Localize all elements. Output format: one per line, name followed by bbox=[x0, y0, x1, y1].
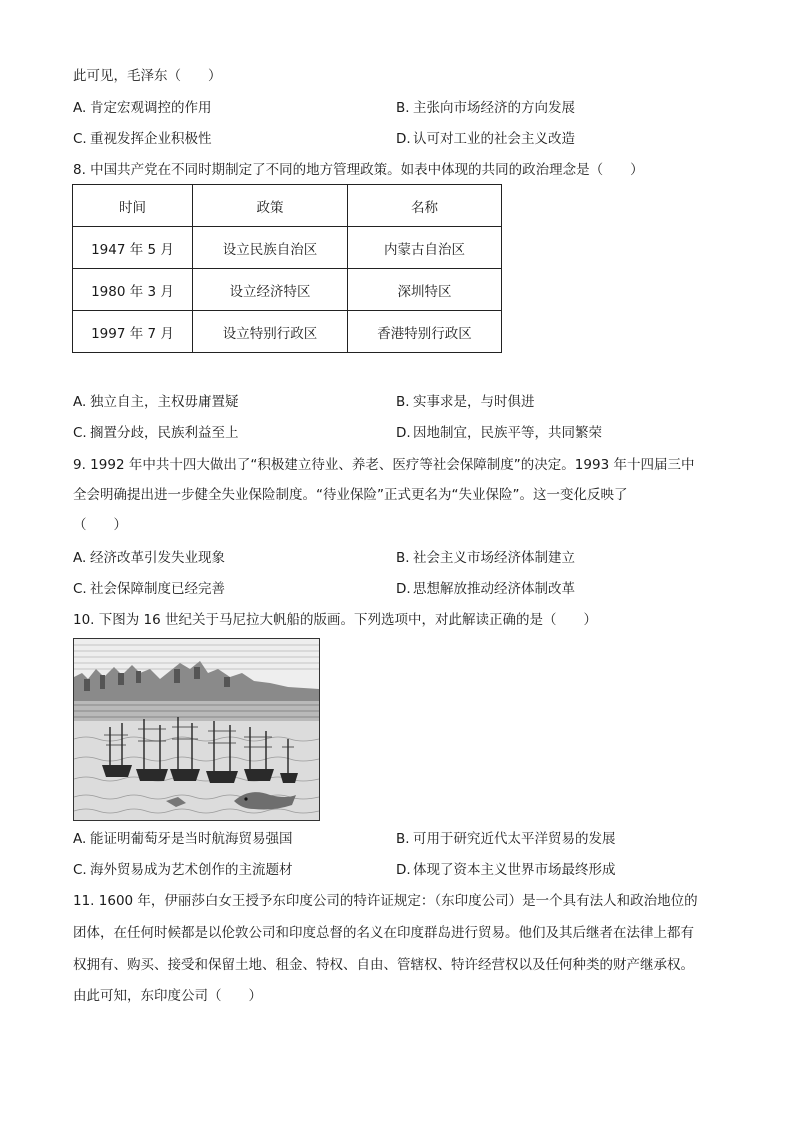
table-cell: 内蒙古自治区 bbox=[348, 227, 502, 269]
q7-option-a[interactable]: A. 肯定宏观调控的作用 bbox=[73, 100, 212, 116]
table-cell: 1980 年 3 月 bbox=[73, 269, 193, 311]
q10-option-d[interactable]: D. 体现了资本主义世界市场最终形成 bbox=[396, 862, 616, 878]
q10-option-c[interactable]: C. 海外贸易成为艺术创作的主流题材 bbox=[73, 862, 293, 878]
q7-stem-tail: 此可见，毛泽东（ ） bbox=[73, 68, 222, 84]
q11-stem-line-3: 权拥有、购买、接受和保留土地、租金、特权、自由、管辖权、特许经营权以及任何种类的财产继承权。 bbox=[73, 957, 694, 973]
q7-option-d[interactable]: D. 认可对工业的社会主义改造 bbox=[396, 131, 575, 147]
table-cell: 设立经济特区 bbox=[193, 269, 348, 311]
table-row bbox=[73, 269, 502, 311]
table-cell: 1947 年 5 月 bbox=[73, 227, 193, 269]
q7-option-b[interactable]: B. 主张向市场经济的方向发展 bbox=[396, 100, 575, 116]
table-row bbox=[73, 227, 502, 269]
table-header-row bbox=[73, 185, 502, 227]
manila-galleon-engraving bbox=[73, 638, 320, 821]
table-cell: 深圳特区 bbox=[348, 269, 502, 311]
table-header: 政策 bbox=[193, 185, 348, 227]
q10-stem: 10. 下图为 16 世纪关于马尼拉大帆船的版画。下列选项中，对此解读正确的是（ ） bbox=[73, 612, 598, 628]
q10-option-a[interactable]: A. 能证明葡萄牙是当时航海贸易强国 bbox=[73, 831, 293, 847]
q8-option-c[interactable]: C. 搁置分歧，民族利益至上 bbox=[73, 425, 239, 441]
q9-stem-line-1: 9. 1992 年中共十四大做出了“积极建立待业、养老、医疗等社会保障制度”的决定。1993 年十四届三中 bbox=[73, 457, 695, 473]
q9-stem-line-3: （ ） bbox=[73, 517, 127, 533]
table-cell: 1997 年 7 月 bbox=[73, 311, 193, 353]
table-header: 时间 bbox=[73, 185, 193, 227]
q11-stem-line-4: 由此可知，东印度公司（ ） bbox=[73, 988, 262, 1004]
table-cell: 设立民族自治区 bbox=[193, 227, 348, 269]
q8-option-d[interactable]: D. 因地制宜，民族平等，共同繁荣 bbox=[396, 425, 602, 441]
table-header: 名称 bbox=[348, 185, 502, 227]
q10-option-b[interactable]: B. 可用于研究近代太平洋贸易的发展 bbox=[396, 831, 616, 847]
q9-option-d[interactable]: D. 思想解放推动经济体制改革 bbox=[396, 581, 575, 597]
q8-option-a[interactable]: A. 独立自主，主权毋庸置疑 bbox=[73, 394, 239, 410]
q9-stem-line-2: 全会明确提出进一步健全失业保险制度。“待业保险”正式更名为“失业保险”。这一变化反映了 bbox=[73, 487, 628, 503]
table-cell: 设立特别行政区 bbox=[193, 311, 348, 353]
q9-option-b[interactable]: B. 社会主义市场经济体制建立 bbox=[396, 550, 575, 566]
galleon-engraving-illustration bbox=[74, 639, 319, 820]
q11-stem-line-2: 团体，在任何时候都是以伦敦公司和印度总督的名义在印度群岛进行贸易。他们及其后继者在法律上都有 bbox=[73, 925, 694, 941]
q7-option-c[interactable]: C. 重视发挥企业积极性 bbox=[73, 131, 212, 147]
q9-option-c[interactable]: C. 社会保障制度已经完善 bbox=[73, 581, 225, 597]
table-cell: 香港特别行政区 bbox=[348, 311, 502, 353]
q9-option-a[interactable]: A. 经济改革引发失业现象 bbox=[73, 550, 225, 566]
policy-table bbox=[72, 184, 502, 353]
table-row bbox=[73, 311, 502, 353]
q8-option-b[interactable]: B. 实事求是，与时俱进 bbox=[396, 394, 535, 410]
q11-stem-line-1: 11. 1600 年，伊丽莎白女王授予东印度公司的特许证规定：（东印度公司）是一个具有法人和政治地位的 bbox=[73, 893, 698, 909]
q8-stem: 8. 中国共产党在不同时期制定了不同的地方管理政策。如表中体现的共同的政治理念是（ ） bbox=[73, 162, 644, 178]
